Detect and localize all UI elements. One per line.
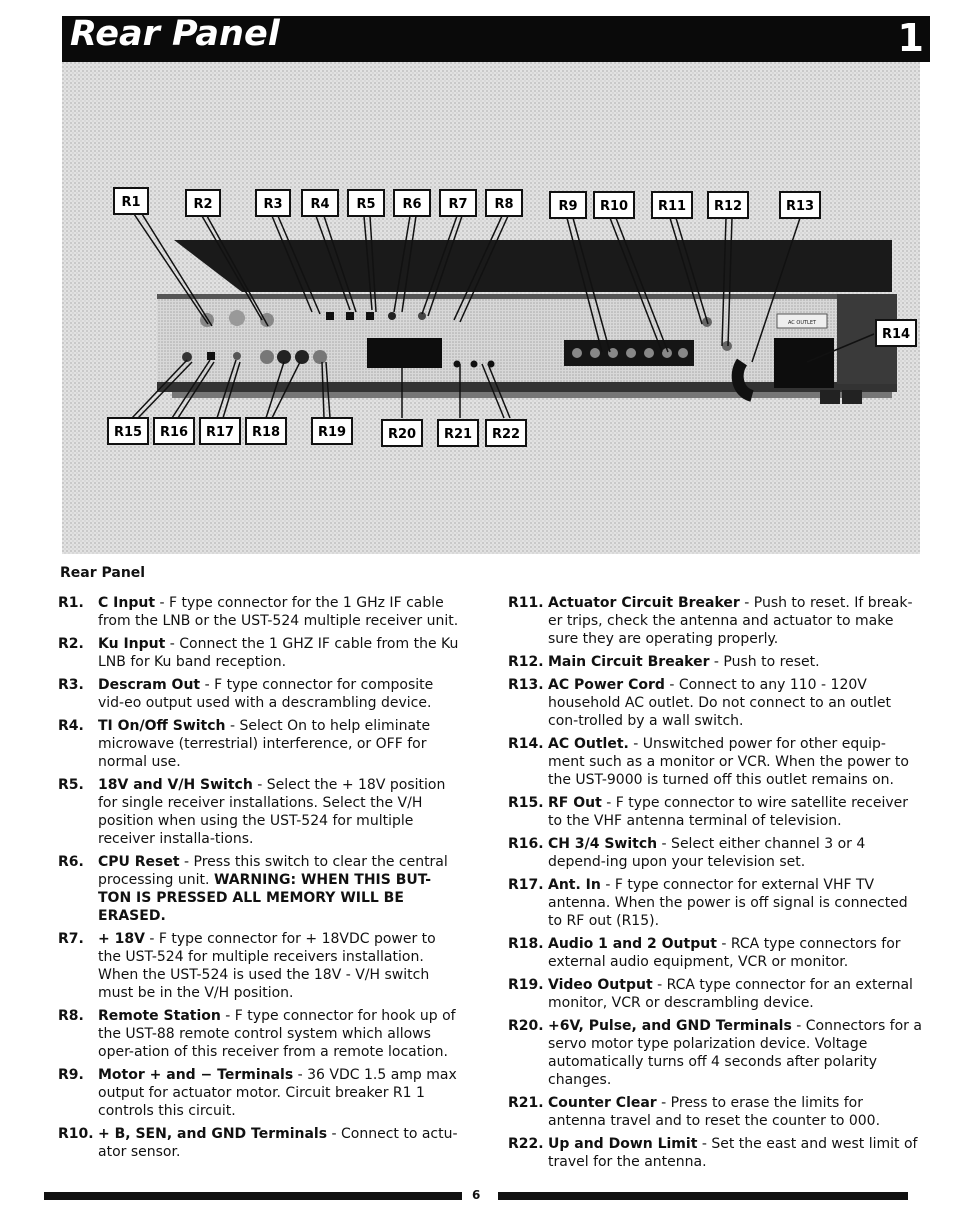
item-r16 — [508, 835, 922, 871]
item-label: R17. — [508, 877, 544, 893]
item-name: AC Power Cord — [548, 677, 665, 693]
item-name: RF Out — [548, 795, 602, 811]
callout-r20 — [382, 420, 422, 446]
item-name: Descram Out — [98, 677, 201, 693]
svg-text:R7: R7 — [448, 197, 468, 212]
item-label: R8. — [58, 1008, 84, 1024]
item-description: - RCA type connector for an external monitor, VCR or descrambling device. — [548, 977, 913, 1011]
item-name: Main Circuit Breaker — [548, 654, 710, 670]
item-r18 — [508, 935, 922, 971]
svg-text:R16: R16 — [159, 425, 189, 440]
callout-r17 — [200, 418, 240, 444]
callout-r6 — [394, 190, 430, 216]
item-name: C Input — [98, 595, 156, 611]
item-r10 — [58, 1125, 462, 1161]
callout-r3 — [256, 190, 290, 216]
footer-bar-left — [44, 1192, 462, 1200]
svg-text:R14: R14 — [881, 327, 911, 342]
item-description: - 36 VDC 1.5 amp max output for actuator motor. Circuit breaker R1 1 controls this circuit. — [98, 1067, 457, 1119]
item-label: R18. — [508, 936, 544, 952]
item-label: R20. — [508, 1018, 544, 1034]
item-label: R3. — [58, 677, 84, 693]
item-description: - F type connector for + 18VDC power to the UST-524 for multiple receivers installation. When the UST-524 is used the 18V - V/H switch must be in the V/H position. — [98, 931, 436, 1001]
item-label: R15. — [508, 795, 544, 811]
item-r2 — [58, 635, 462, 671]
item-r1 — [58, 594, 462, 630]
item-description: - Push to reset. If break-er trips, check the antenna and actuator to make sure they are operating properly. — [548, 595, 913, 647]
svg-text:R13: R13 — [785, 199, 815, 214]
item-name: AC Outlet. — [548, 736, 629, 752]
svg-text:R9: R9 — [558, 199, 578, 214]
callout-r12 — [708, 192, 748, 218]
page-title: Rear Panel — [70, 14, 280, 54]
callout-r14 — [876, 320, 916, 346]
item-description: - Connect the 1 GHZ IF cable from the Ku LNB for Ku band reception. — [98, 636, 459, 670]
item-r7 — [58, 930, 462, 1002]
item-r12 — [508, 653, 922, 671]
item-name: 18V and V/H Switch — [98, 777, 253, 793]
rear-panel-photo — [62, 62, 920, 554]
item-label: R13. — [508, 677, 544, 693]
item-name: Video Output — [548, 977, 653, 993]
svg-text:R11: R11 — [657, 199, 687, 214]
item-description: - Press to erase the limits for antenna travel and to reset the counter to 000. — [548, 1095, 881, 1129]
item-name: Motor + and − Terminals — [98, 1067, 294, 1083]
svg-text:R22: R22 — [491, 427, 521, 442]
item-name: CPU Reset — [98, 854, 180, 870]
item-description: - F type connector for composite vid-eo output used with a descrambling device. — [98, 677, 434, 711]
item-r14 — [508, 735, 922, 789]
svg-text:R8: R8 — [494, 197, 514, 212]
svg-text:R17: R17 — [205, 425, 235, 440]
item-description: - Connect to actu-ator sensor. — [98, 1126, 458, 1160]
item-r3 — [58, 676, 462, 712]
item-r9 — [58, 1066, 462, 1120]
item-description: - F type connector for hook up of the UST-88 remote control system which allows oper-ation of this receiver from a remote location. — [98, 1008, 456, 1060]
callout-r1 — [114, 188, 148, 214]
callout-r2 — [186, 190, 220, 216]
callout-r16 — [154, 418, 194, 444]
callout-r7 — [440, 190, 476, 216]
item-label: R21. — [508, 1095, 544, 1111]
item-r11 — [508, 594, 922, 648]
svg-text:R2: R2 — [193, 197, 213, 212]
item-description: - F type connector for the 1 GHz IF cable from the LNB or the UST-524 multiple receiver unit. — [98, 595, 459, 629]
item-name: CH 3/4 Switch — [548, 836, 658, 852]
item-r15 — [508, 794, 922, 830]
item-name: Remote Station — [98, 1008, 221, 1024]
callout-r11 — [652, 192, 692, 218]
item-r19 — [508, 976, 922, 1012]
item-description: - F type connector for external VHF TV antenna. When the power is off signal is connected to RF out (R15). — [548, 877, 908, 929]
item-r21 — [508, 1094, 922, 1130]
item-description: - Press this switch to clear the central processing unit. — [98, 854, 448, 888]
svg-text:R3: R3 — [263, 197, 283, 212]
item-r13 — [508, 676, 922, 730]
item-label: R2. — [58, 636, 84, 652]
item-label: R16. — [508, 836, 544, 852]
item-description: - Connectors for a servo motor type polarization device. Voltage automatically turns off 4 seconds after polarity changes. — [548, 1018, 922, 1088]
item-r5 — [58, 776, 462, 848]
item-label: R11. — [508, 595, 544, 611]
callout-r19 — [312, 418, 352, 444]
item-label: R22. — [508, 1136, 544, 1152]
item-label: R19. — [508, 977, 544, 993]
item-name: + B, SEN, and GND Terminals — [98, 1126, 328, 1142]
item-label: R7. — [58, 931, 84, 947]
item-r8 — [58, 1007, 462, 1061]
item-label: R10. — [58, 1126, 94, 1142]
item-r20 — [508, 1017, 922, 1089]
chapter-number: 1 — [897, 16, 924, 60]
svg-text:R6: R6 — [402, 197, 422, 212]
item-name: Ant. In — [548, 877, 601, 893]
footer-bar-right — [498, 1192, 908, 1200]
svg-text:R12: R12 — [713, 199, 743, 214]
svg-text:R1: R1 — [121, 195, 141, 210]
item-r4 — [58, 717, 462, 771]
item-name: Up and Down Limit — [548, 1136, 698, 1152]
item-name: Counter Clear — [548, 1095, 657, 1111]
item-description: - RCA type connectors for external audio equipment, VCR or monitor. — [548, 936, 901, 970]
item-description: - Select the + 18V position for single receiver installations. Select the V/H position when using the UST-524 for multiple receiver installa-tions. — [98, 777, 446, 847]
callout-r15 — [108, 418, 148, 444]
item-name: + 18V — [98, 931, 145, 947]
item-label: R9. — [58, 1067, 84, 1083]
svg-text:R21: R21 — [443, 427, 473, 442]
page-number: 6 — [472, 1188, 481, 1202]
svg-text:R4: R4 — [310, 197, 330, 212]
callout-r21 — [438, 420, 478, 446]
item-name: Ku Input — [98, 636, 166, 652]
item-r22 — [508, 1135, 922, 1171]
item-name: Audio 1 and 2 Output — [548, 936, 717, 952]
item-name: TI On/Off Switch — [98, 718, 226, 734]
item-name: Actuator Circuit Breaker — [548, 595, 740, 611]
section-title: Rear Panel — [60, 565, 146, 581]
item-label: R6. — [58, 854, 84, 870]
callout-r4 — [302, 190, 338, 216]
right-column — [508, 594, 922, 1176]
item-description: - Select either channel 3 or 4 depend-ing upon your television set. — [548, 836, 866, 870]
item-label: R4. — [58, 718, 84, 734]
svg-text:R5: R5 — [356, 197, 376, 212]
svg-text:R10: R10 — [599, 199, 629, 214]
item-description: - Unswitched power for other equip-ment such as a monitor or VCR. When the power to the UST-9000 is turned off this outlet remains on. — [548, 736, 909, 788]
item-description: - Connect to any 110 - 120V household AC outlet. Do not connect to an outlet con-trolled by a wall switch. — [548, 677, 892, 729]
callout-r8 — [486, 190, 522, 216]
item-label: R1. — [58, 595, 84, 611]
item-description: - Select On to help eliminate microwave (terrestrial) interference, or OFF for normal use. — [98, 718, 431, 770]
page-header — [62, 16, 930, 62]
callout-r22 — [486, 420, 526, 446]
svg-text:R18: R18 — [251, 425, 281, 440]
item-label: R14. — [508, 736, 544, 752]
callout-r13 — [780, 192, 820, 218]
callout-r9 — [550, 192, 586, 218]
svg-text:R19: R19 — [317, 425, 347, 440]
callout-r10 — [594, 192, 634, 218]
item-r17 — [508, 876, 922, 930]
ac-outlet-text: AC OUTLET — [787, 320, 817, 326]
item-r6 — [58, 853, 462, 925]
svg-text:R20: R20 — [387, 427, 417, 442]
item-name: +6V, Pulse, and GND Terminals — [548, 1018, 792, 1034]
left-column — [58, 594, 462, 1166]
item-description: - Set the east and west limit of travel for the antenna. — [548, 1136, 918, 1170]
item-label: R5. — [58, 777, 84, 793]
item-warning: WARNING: WHEN THIS BUT-TON IS PRESSED ALL MEMORY WILL BE ERASED. — [98, 872, 432, 924]
svg-text:R15: R15 — [113, 425, 143, 440]
callout-r18 — [246, 418, 286, 444]
callout-r5 — [348, 190, 384, 216]
item-description: - Push to reset. — [709, 654, 820, 670]
item-label: R12. — [508, 654, 544, 670]
item-description: - F type connector to wire satellite receiver to the VHF antenna terminal of television. — [548, 795, 909, 829]
